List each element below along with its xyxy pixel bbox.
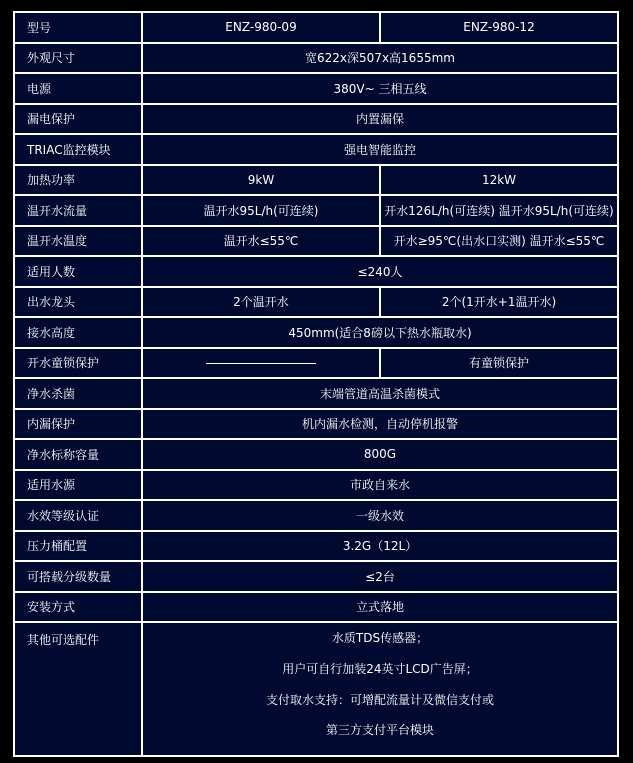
table-row	[14, 561, 618, 592]
row-value-model-09	[142, 348, 380, 379]
row-label: 接水高度	[14, 317, 142, 348]
row-value: 380V~ 三相五线	[142, 73, 618, 104]
table-row	[14, 592, 618, 623]
row-value: 立式落地	[142, 592, 618, 623]
row-value: 800G	[142, 439, 618, 470]
row-value: 末端管道高温杀菌模式	[142, 378, 618, 409]
row-value-model-12: 有童锁保护	[380, 348, 618, 379]
table-row	[14, 409, 618, 440]
row-value: 市政自来水	[142, 470, 618, 501]
row-label: 其他可选配件	[14, 622, 142, 756]
row-value-multiline	[142, 622, 618, 756]
not-applicable-dash	[206, 363, 316, 364]
row-label: 外观尺寸	[14, 43, 142, 74]
table-row	[14, 622, 618, 756]
row-label: 可搭载分级数量	[14, 561, 142, 592]
table-row	[14, 317, 618, 348]
row-label: 安装方式	[14, 592, 142, 623]
row-label: 漏电保护	[14, 104, 142, 135]
table-row	[14, 12, 618, 43]
row-label: 净水杀菌	[14, 378, 142, 409]
row-label: 内漏保护	[14, 409, 142, 440]
row-value-model-12: 开水≥95℃(出水口实测) 温开水≤55℃	[380, 226, 618, 257]
table-row	[14, 531, 618, 562]
row-value-model-09: 温开水≤55℃	[142, 226, 380, 257]
row-label: TRIAC监控模块	[14, 134, 142, 165]
table-row	[14, 73, 618, 104]
row-label: 温开水流量	[14, 195, 142, 226]
table-row	[14, 43, 618, 74]
row-value: 机内漏水检测，自动停机报警	[142, 409, 618, 440]
table-row	[14, 134, 618, 165]
row-label: 适用水源	[14, 470, 142, 501]
row-value-model-09: 温开水95L/h(可连续)	[142, 195, 380, 226]
row-label: 电源	[14, 73, 142, 104]
row-value: 3.2G（12L）	[142, 531, 618, 562]
row-value: 450mm(适合8磅以下热水瓶取水)	[142, 317, 618, 348]
row-value: 宽622x深507x高1655mm	[142, 43, 618, 74]
row-value-model-09: 9kW	[142, 165, 380, 196]
row-value-model-12: ENZ-980-12	[380, 12, 618, 43]
row-label: 出水龙头	[14, 287, 142, 318]
row-value: ≤2台	[142, 561, 618, 592]
row-label: 开水童锁保护	[14, 348, 142, 379]
row-label: 水效等级认证	[14, 500, 142, 531]
row-value-model-12: 2个(1开水+1温开水)	[380, 287, 618, 318]
accessory-line: 第三方支付平台模块	[325, 723, 434, 738]
accessory-line: 水质TDS传感器；	[331, 631, 429, 645]
row-value: 内置漏保	[142, 104, 618, 135]
table-row	[14, 439, 618, 470]
row-label: 压力桶配置	[14, 531, 142, 562]
row-value-model-12: 开水126L/h(可连续) 温开水95L/h(可连续)	[380, 195, 618, 226]
table-row	[14, 256, 618, 287]
table-row	[14, 348, 618, 379]
table-row	[14, 195, 618, 226]
row-label: 型号	[14, 12, 142, 43]
table-row	[14, 470, 618, 501]
table-row	[14, 378, 618, 409]
table-row	[14, 287, 618, 318]
row-value-model-12: 12kW	[380, 165, 618, 196]
table-row	[14, 165, 618, 196]
accessory-line: 支付取水支持：可增配流量计及微信支付或	[265, 692, 494, 707]
row-value-model-09: ENZ-980-09	[142, 12, 380, 43]
table-row	[14, 226, 618, 257]
row-value: ≤240人	[142, 256, 618, 287]
spec-table	[13, 11, 619, 757]
accessory-line: 用户可自行加装24英寸LCD广告屏；	[282, 661, 478, 676]
table-row	[14, 500, 618, 531]
row-label: 净水标称容量	[14, 439, 142, 470]
row-label: 温开水温度	[14, 226, 142, 257]
row-value: 强电智能监控	[142, 134, 618, 165]
table-row	[14, 104, 618, 135]
row-label: 适用人数	[14, 256, 142, 287]
row-value: 一级水效	[142, 500, 618, 531]
row-value-model-09: 2个温开水	[142, 287, 380, 318]
row-label: 加热功率	[14, 165, 142, 196]
